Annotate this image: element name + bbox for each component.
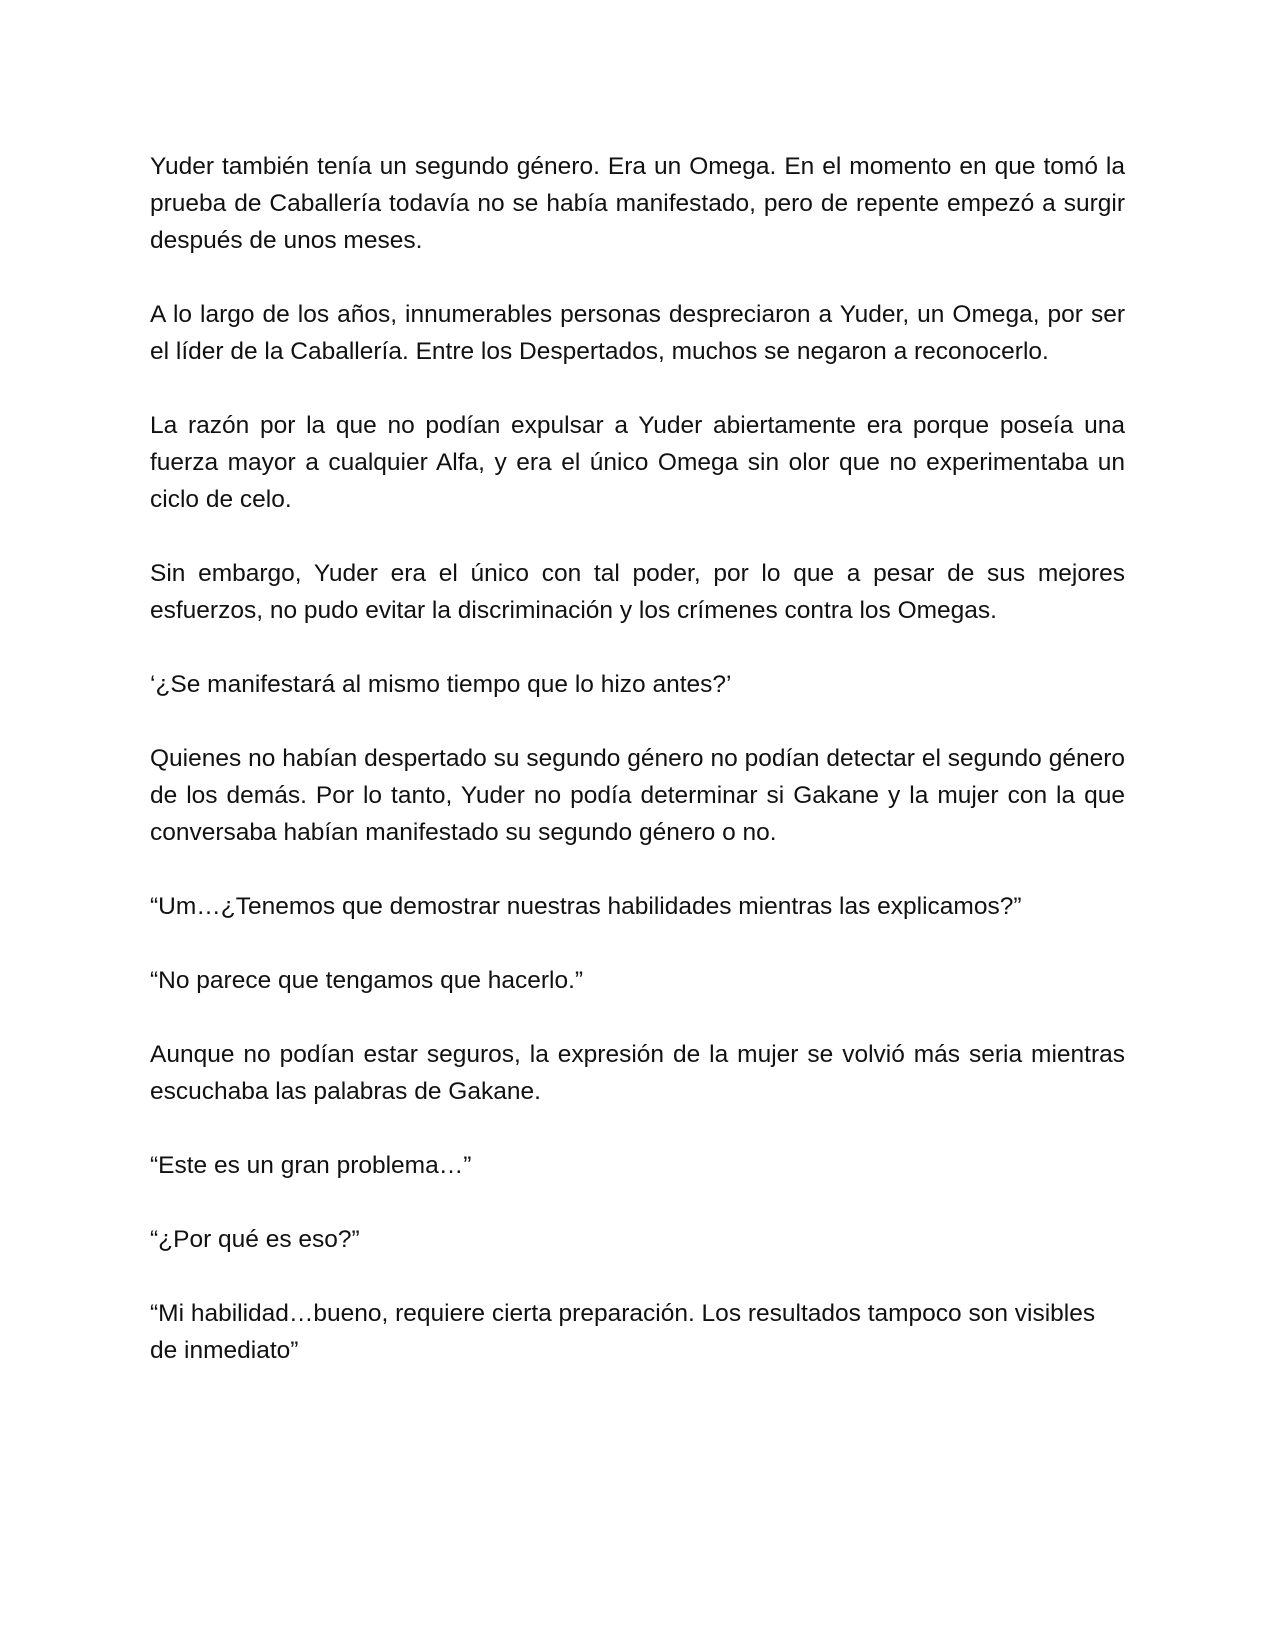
paragraph-7: “Um…¿Tenemos que demostrar nuestras habilidades mientras las explicamos?” bbox=[150, 893, 1022, 920]
paragraph-12: “Mi habilidad…bueno, requiere cierta preparación. Los resultados tampoco son visibles de inmediato” bbox=[150, 1300, 1096, 1364]
paragraph-4: Sin embargo, Yuder era el único con tal poder, por lo que a pesar de sus mejores esfuerzos, no pudo evitar la discriminación y los crímenes contra los Omegas. bbox=[150, 560, 1125, 624]
paragraph-10: “Este es un gran problema…” bbox=[150, 1152, 472, 1179]
paragraph-1: Yuder también tenía un segundo género. Era un Omega. En el momento en que tomó la prueba de Caballería todavía no se había manifestado, pero de repente empezó a surgir después de unos meses. bbox=[150, 153, 1125, 254]
paragraph-9: Aunque no podían estar seguros, la expresión de la mujer se volvió más seria mientras escuchaba las palabras de Gakane. bbox=[150, 1041, 1125, 1105]
paragraph-5: ‘¿Se manifestará al mismo tiempo que lo hizo antes?’ bbox=[150, 671, 732, 698]
paragraph-2: A lo largo de los años, innumerables personas despreciaron a Yuder, un Omega, por ser el líder de la Caballería. Entre los Despertados, muchos se negaron a reconocerlo. bbox=[150, 301, 1125, 365]
paragraph-3: La razón por la que no podían expulsar a Yuder abiertamente era porque poseía una fuerza mayor a cualquier Alfa, y era el único Omega sin olor que no experimentaba un ciclo de celo. bbox=[150, 412, 1125, 513]
paragraph-6: Quienes no habían despertado su segundo género no podían detectar el segundo género de los demás. Por lo tanto, Yuder no podía determinar si Gakane y la mujer con la que conversaba habían manifestado su segundo género o no. bbox=[150, 745, 1125, 846]
paragraph-8: “No parece que tengamos que hacerlo.” bbox=[150, 967, 584, 994]
document-page bbox=[150, 148, 1125, 1406]
paragraph-11: “¿Por qué es eso?” bbox=[150, 1226, 360, 1253]
